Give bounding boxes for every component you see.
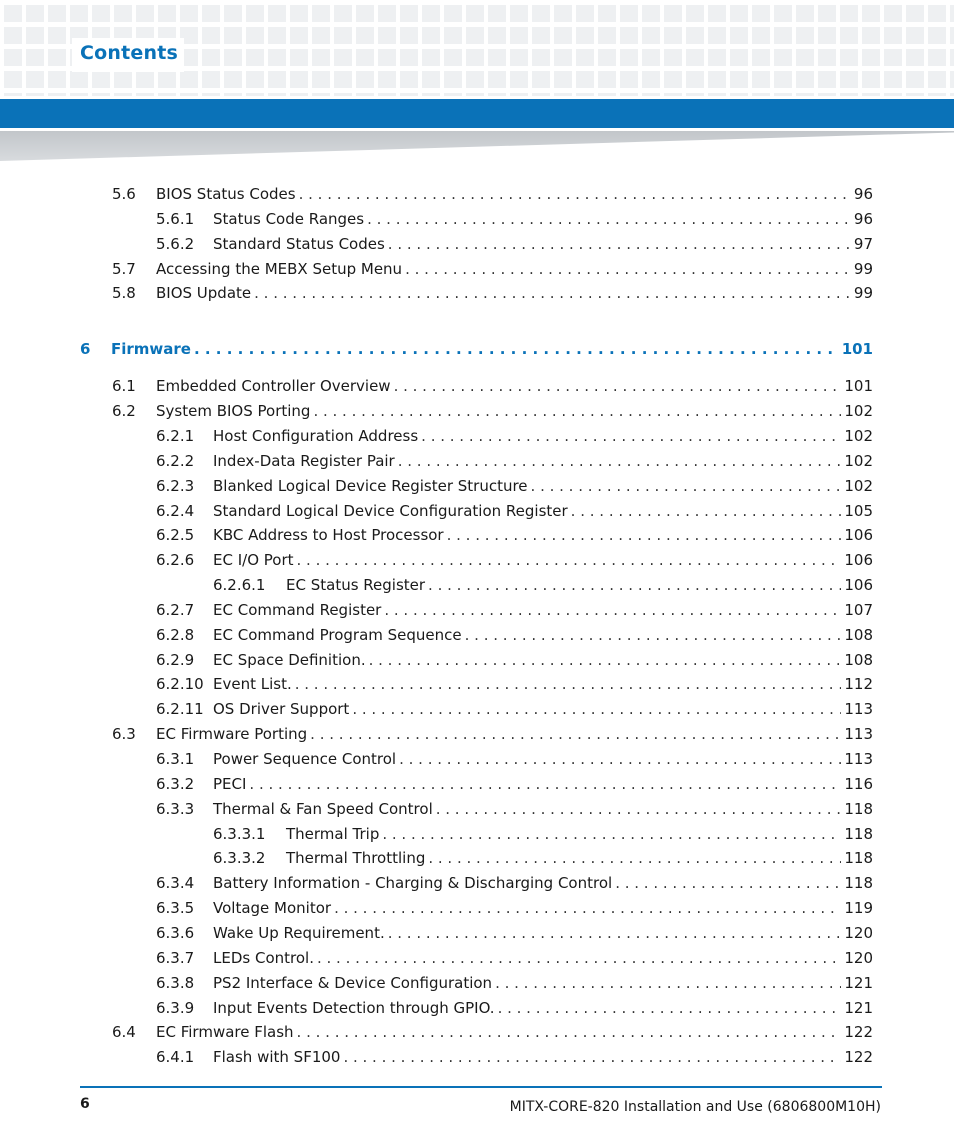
dot-leader [398,451,842,471]
dot-leader [367,209,851,229]
toc-entry-title: Voltage Monitor [213,899,332,918]
toc-entry-number: 6.2.6.1 [213,576,266,595]
toc-entry-number: 5.6.1 [156,209,195,228]
toc-entry[interactable] [156,525,873,545]
toc-entry-page: 120 [844,948,873,967]
toc-entry[interactable] [213,575,873,595]
toc-entry-title: System BIOS Porting [156,402,311,421]
toc-entry-title: EC Command Program Sequence [213,625,462,644]
toc-entry-title: Blanked Logical Device Register Structure [213,476,528,495]
toc-entry-page: 106 [844,526,873,545]
toc-entry-page: 113 [844,750,873,768]
toc-entry-page: 107 [844,600,873,619]
toc-entry-number: 6.2.8 [156,625,195,644]
toc-entry[interactable] [156,799,873,819]
toc-entry-page: 102 [844,426,873,445]
toc-entry-title: Host Configuration Address [213,426,419,445]
toc-entry[interactable] [112,184,873,204]
toc-entry-number: 6.1 [112,377,136,396]
toc-entry-page: 118 [844,874,873,893]
toc-entry-title: EC I/O Port [213,551,294,570]
dot-leader [447,525,842,545]
dot-leader [428,848,841,868]
toc-entry-title: OS Driver Support [213,700,350,719]
toc-entry-title: Thermal Throttling [286,849,426,868]
toc-entry-number: 6.3.2 [156,774,195,793]
toc-entry[interactable] [156,699,873,719]
toc-entry[interactable] [112,724,873,744]
toc-entry-title: Battery Information - Charging & Discharging Control [213,874,613,893]
toc-entry[interactable] [156,600,873,620]
dot-leader [254,283,851,303]
toc-entry-page: 120 [844,923,873,942]
toc-entry-page: 106 [844,551,873,570]
toc-entry-title: EC Space Definition. [213,650,366,669]
toc-entry-page: 99 [853,259,873,278]
toc-entry[interactable] [112,401,873,421]
toc-entry[interactable] [156,948,873,968]
toc-entry[interactable] [156,209,873,229]
toc-entry[interactable] [156,873,873,893]
toc-entry[interactable] [213,824,873,844]
toc-entry-number: 6.2.6 [156,551,195,570]
toc-entry-title: Embedded Controller Overview [156,377,391,396]
toc-entry[interactable] [156,426,873,446]
toc-entry-title: Accessing the MEBX Setup Menu [156,259,403,278]
dot-leader [428,575,841,595]
toc-entry-page: 108 [844,625,873,644]
toc-entry[interactable] [156,650,873,670]
toc-entry[interactable] [156,550,873,570]
toc-entry-page: 102 [844,402,873,421]
toc-entry-title: Power Sequence Control [213,750,397,768]
toc-entry-page: 101 [844,377,873,396]
dot-leader [249,774,841,794]
toc-entry[interactable] [156,625,873,645]
footer-page-number: 6 [80,1096,90,1112]
toc-entry-title: Index-Data Register Pair [213,451,395,470]
dot-leader [388,234,851,254]
dot-leader [384,600,841,620]
dot-leader [343,1047,841,1067]
toc-entry-number: 6.3.3.1 [213,824,266,843]
toc-entry-title: Event List. [213,675,292,694]
toc-entry-page: 96 [853,209,873,228]
toc-entry[interactable] [213,848,873,868]
toc-entry-number: 6.2.11 [156,700,204,719]
toc-entry-title: Flash with SF100 [213,1048,341,1067]
toc-entry-page: 118 [844,799,873,818]
toc-entry-title: LEDs Control. [213,948,314,967]
toc-entry-page: 121 [844,998,873,1017]
toc-entry-page: 119 [844,899,873,918]
toc-entry-page: 108 [844,650,873,669]
dot-leader [421,426,841,446]
toc-entry[interactable] [156,774,873,794]
toc-entry-page: 122 [844,1023,873,1042]
toc-entry-number: 6.3.9 [156,998,195,1017]
toc-entry[interactable] [156,476,873,496]
toc-entry-title: Thermal & Fan Speed Control [213,799,433,818]
toc-entry-number: 6.2.4 [156,501,195,520]
toc-entry-title: Input Events Detection through GPIO. [213,998,495,1017]
toc-entry-number: 6.3.5 [156,899,195,918]
toc-entry[interactable] [112,1022,873,1042]
toc-entry-number: 6.4 [112,1023,136,1042]
dot-leader [531,476,842,496]
toc-entry-page: 113 [844,725,873,744]
toc-entry-page: 112 [844,675,873,694]
dot-leader [436,799,842,819]
toc-entry-number: 6.2.1 [156,426,195,445]
toc-entry-title: Status Code Ranges [213,209,365,228]
toc-entry-page: 101 [841,340,873,359]
toc-entry-number: 6.3.7 [156,948,195,967]
toc-entry[interactable] [156,674,873,694]
dot-leader [495,973,841,993]
toc-entry-title: Thermal Trip [286,824,380,843]
toc-entry[interactable] [156,973,873,993]
toc-entry-number: 6.3.8 [156,973,195,992]
toc-entry-number: 5.6.2 [156,234,195,253]
toc-entry[interactable] [112,376,873,396]
toc-entry-page: 116 [844,774,873,793]
dot-leader [369,650,842,670]
dot-leader [310,724,841,744]
dot-leader [295,674,842,694]
toc-entry[interactable] [156,923,873,943]
toc-entry-number: 6.3.3 [156,799,195,818]
toc-entry[interactable] [156,501,873,521]
toc-entry-title: Standard Status Codes [213,234,385,253]
toc-entry-number: 5.7 [112,259,136,278]
toc-entry-title: EC Firmware Porting [156,725,308,744]
toc-entry-page: 118 [844,849,873,868]
toc-entry[interactable] [156,234,873,254]
dot-leader [394,376,842,396]
toc-entry-number: 6.3 [112,725,136,744]
dot-leader [352,699,841,719]
toc-entry-number: 6.2.7 [156,600,195,619]
toc-entry-number: 6.2 [112,402,136,421]
toc-entry-title: BIOS Status Codes [156,185,296,203]
toc-entry-title: EC Firmware Flash [156,1023,294,1042]
toc-entry-title: KBC Address to Host Processor [213,526,444,545]
toc-chapter-entry[interactable] [80,339,873,359]
dot-leader [299,184,851,204]
footer-document-title: MITX-CORE-820 Installation and Use (6806800M10H) [509,1099,881,1115]
toc-entry[interactable] [156,1047,873,1067]
toc-entry-page: 105 [844,501,873,520]
toc-entry-title: Standard Logical Device Configuration Register [213,501,568,520]
toc-entry-number: 6.3.3.2 [213,849,266,868]
toc-entry[interactable] [112,259,873,279]
toc-entry-page: 102 [844,451,873,470]
toc-entry-number: 6.2.3 [156,476,195,495]
toc-entry-title: PS2 Interface & Device Configuration [213,973,493,992]
toc-entry-number: 6.3.1 [156,750,195,768]
toc-entry[interactable] [156,749,873,769]
footer-rule [80,1086,882,1088]
toc-entry-page: 118 [844,824,873,843]
dot-leader [194,339,839,359]
header-swoosh [0,131,954,161]
toc-entry-number: 6.4.1 [156,1048,195,1067]
dot-leader [405,259,851,279]
toc-entry-title: PECI [213,774,247,793]
dot-leader [313,401,841,421]
page-title: Contents [80,42,179,64]
toc-entry-number: 6 [80,340,91,359]
toc-entry-number: 6.2.9 [156,650,195,669]
toc-entry-title: Firmware [111,340,191,359]
toc-entry-number: 6.2.10 [156,675,204,694]
toc-entry-number: 5.8 [112,284,136,303]
toc-entry-page: 99 [853,284,873,303]
dot-leader [334,898,841,918]
toc-entry-page: 97 [853,234,873,253]
dot-leader [297,550,842,570]
dot-leader [571,501,842,521]
toc-entry-number: 5.6 [112,185,136,203]
toc-entry-page: 96 [853,185,873,203]
dot-leader [399,749,841,769]
toc-entry[interactable] [156,998,873,1018]
toc-entry-title: EC Command Register [213,600,382,619]
toc-entry-page: 102 [844,476,873,495]
dot-leader [615,873,841,893]
dot-leader [498,998,842,1018]
toc-entry-title: BIOS Update [156,284,252,303]
toc-entry[interactable] [156,898,873,918]
toc-entry-page: 121 [844,973,873,992]
toc-entry-page: 106 [844,576,873,595]
dot-leader [388,923,842,943]
toc-entry[interactable] [156,451,873,471]
dot-leader [465,625,842,645]
dot-leader [297,1022,842,1042]
toc-entry-number: 6.3.4 [156,874,195,893]
toc-entry-number: 6.2.5 [156,526,195,545]
toc-entry-page: 113 [844,700,873,719]
header-band [0,99,954,128]
dot-leader [382,824,841,844]
toc-entry-title: Wake Up Requirement. [213,923,385,942]
toc-entry-title: EC Status Register [286,576,426,595]
toc-entry-page: 122 [844,1048,873,1067]
toc-entry-number: 6.3.6 [156,923,195,942]
toc-entry-number: 6.2.2 [156,451,195,470]
dot-leader [317,948,841,968]
toc-entry[interactable] [112,283,873,303]
